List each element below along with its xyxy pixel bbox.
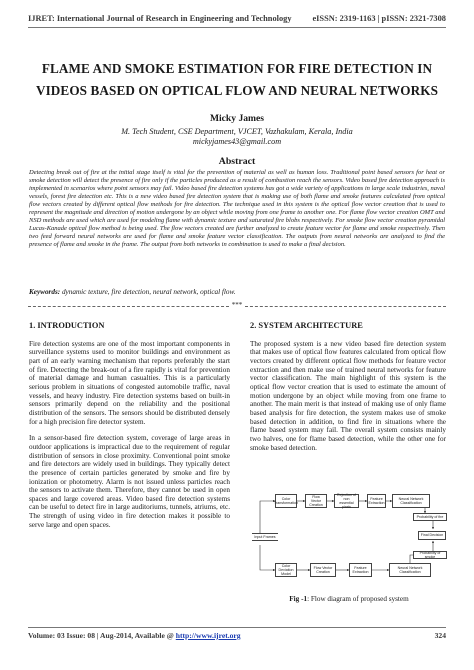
footer-volume: [28, 631, 241, 640]
figure-caption-label: Fig -1: [289, 595, 308, 603]
box-nn-classification-2: Neural Network Classification: [389, 563, 431, 577]
intro-paragraph-1: Fire detection systems are one of the most important components in surveillance systems used to monitor buildings and environment as part of an early warning mechanism that reports preferably the start of fire. Detecting the break-out of a fire rapidly is vital for prevention of material damage and human casualties. This is a particularly serious problem in situations of congested automobile traffic, naval vessels, and heavy industry. Fire detection systems based on built-in sensors primarily depend on the reliability and the positional distribution of the sensors. The sensors should be distributed densely for a high precision fire detector system.: [29, 339, 230, 426]
intro-heading: 1. INTRODUCTION: [29, 321, 105, 330]
box-feature-extraction-2: Feature Extraction: [349, 563, 372, 577]
issn: eISSN: 2319-1163 | pISSN: 2321-7308: [312, 14, 446, 23]
footer-volume-text: Volume: 03 Issue: 08 | Aug-2014, Available @: [28, 631, 176, 640]
separator-dash-left: [28, 306, 229, 307]
box-rejection: Rejection of non essential pixels: [334, 494, 359, 508]
abstract-text: Detecting break out of fire at the initial stage itself is vital for the prevention of material as well as human loss. Traditional point based sensors for heat or smoke detection will detect the presence of fire only if the particles produced as a result of combustion reach the sensors. Video based fire detection approach is implemented in scenarios where point sensors may fail. Video based fire detection systems has got a wide variety of applications in large scale industries, naval vessels, forest fire detection etc. This is a new video based fire detection system that is making use of both flame and smoke features calculated from optical flow vectors created by different optical flow methods for fire detection. The technique used in this system is the optical flow vector creation that is used to represent the magnitude and direction of motion undergone by an object while moving from one frame to another one. For flame flow vector creation OMT and NSD methods are used which are used for modeling flame with dynamic texture and saturated fire blobs respectively. For smoke flow vector creation pyramidal Lucas-Kanade optical flow method is being used. The flow vectors created are further analyzed to create feature vector for flame and smoke respectively. Then two feed forward neural networks are used for flame and smoke feature vector classification. The outputs from neural networks are analyzed to find the presence of flame and smoke in the frame. The output from both networks in combination is used to make a final decision.: [29, 169, 445, 248]
box-probability-of-smoke: Probability of smoke: [413, 551, 447, 559]
keywords-label: Keywords:: [29, 288, 61, 296]
running-header: [28, 14, 446, 23]
title-line-1: FLAME AND SMOKE ESTIMATION FOR FIRE DETECTION IN: [41, 61, 433, 76]
arrow-input-to-color-deviation: [260, 545, 275, 570]
box-color-deviation-model: Color Deviation Model: [275, 563, 297, 577]
running-footer: [28, 631, 446, 640]
journal-url-link[interactable]: http://www.ijret.org: [175, 631, 241, 640]
figure-caption-text: : Flow diagram of proposed system: [307, 595, 409, 603]
author-email: mickyjames43@gmail.com: [192, 137, 282, 146]
arrow-input-to-color-transform: [260, 501, 275, 535]
section-separator: [28, 302, 446, 310]
separator-mark: ***: [231, 301, 243, 309]
box-final-decision: Final Decision: [418, 531, 446, 540]
flow-diagram: [250, 483, 448, 589]
box-color-transformation: Color Transformation: [275, 494, 297, 508]
footer-rule: [28, 627, 446, 628]
abstract-heading: Abstract: [218, 156, 256, 167]
right-column: [250, 322, 446, 460]
header-rule: [28, 27, 446, 28]
author-affiliation: M. Tech Student, CSE Department, VJCET, Vazhakulam, Kerala, India: [121, 127, 353, 136]
box-nn-classification-1: Neural Network Classification: [392, 494, 430, 508]
author-name: Micky James: [209, 113, 265, 124]
box-probability-of-fire: Probability of fire: [413, 513, 447, 521]
figure-caption: [250, 595, 448, 603]
box-flow-vector-creation-1: Flow Vector Creation: [305, 494, 327, 508]
box-input-frames: Input Frames: [252, 533, 278, 541]
intro-paragraph-2: In a sensor-based fire detection system, coverage of large areas in outdoor applications is impractical due to the requirement of regular distribution of sensors in close proximity. Conventional point smoke and fire detectors are widely used in buildings. They typically detect the presence of certain particles generated by smoke and fire by ionization or photometry. Alarm is not issued unless particles reach the sensors to activate them. Therefore, they cannot be used in open spaces and large covered areas. Video based fire detection systems can be useful to detect fire in large auditoriums, tunnels, atriums, etc. The strength of using video in fire detection makes it possible to serve large and open spaces.: [29, 434, 230, 529]
left-column: [29, 322, 230, 537]
keywords-text: dynamic texture, fire detection, neural network, optical flow.: [61, 288, 236, 296]
journal-name: IJRET: International Journal of Research in Engineering and Technology: [28, 14, 292, 23]
keywords: [29, 288, 445, 296]
page-number: 324: [434, 631, 446, 640]
title-line-2: VIDEOS BASED ON OPTICAL FLOW AND NEURAL NETWORKS: [35, 83, 439, 98]
separator-dash-right: [245, 306, 446, 307]
box-feature-extraction-1: Feature Extraction: [367, 494, 386, 508]
box-flow-vector-creation-2: Flow Vector Creation: [310, 563, 336, 577]
arch-heading: 2. SYSTEM ARCHITECTURE: [250, 321, 363, 330]
arch-paragraph-1: The proposed system is a new video based fire detection system that makes use of optical flow features calculated from optical flow vectors created by different optical flow methods for feature vector extraction and then make use of trained neural networks for feature vector classification. The main highlight of this system is the optical flow vector creation that is used to estimate the amount of motion undergone by an object while moving from one frame to another. The main merit is that instead of making use of only flame based analysis for fire detection, the system makes use of smoke based detection in addition, to find fire in situations where the flame based system may fail. The overall system consists mainly two halves, one for flame based detection, while the other one for smoke based detection.: [250, 339, 446, 452]
paper-title: [30, 58, 444, 102]
